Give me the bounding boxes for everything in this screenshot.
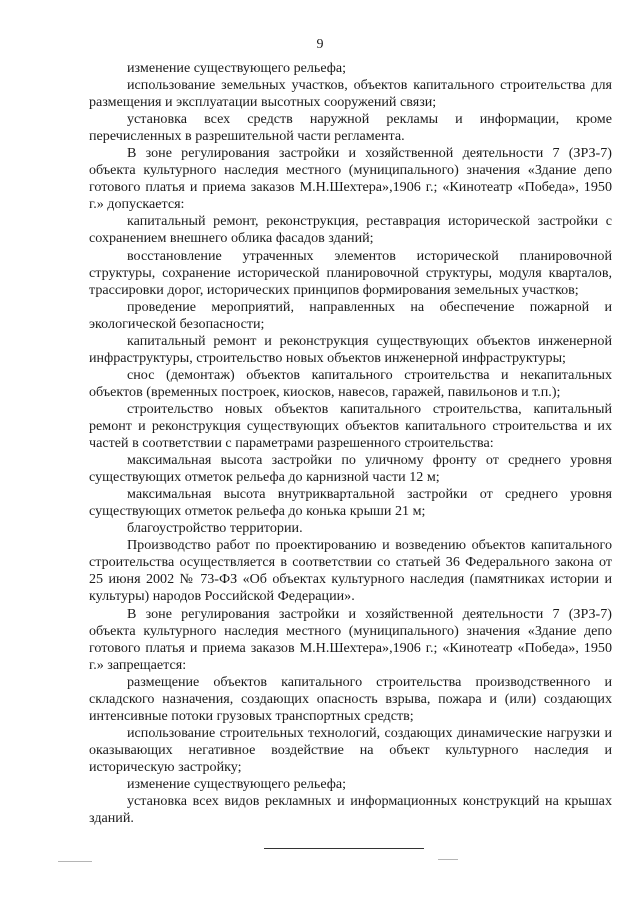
paragraph: изменение существующего рельефа; — [127, 775, 347, 792]
paragraph: размещение объектов капитального строительства производственного и складского назначения, создающих опасность взрыва, пожара и (или) создающих интенсивные потоки грузовых транспортных средств; — [89, 673, 612, 724]
paragraph: установка всех средств наружной рекламы и информации, кроме перечисленных в разрешительной части регламента. — [89, 111, 612, 145]
paragraph: максимальная высота застройки по уличному фронту от среднего уровня существующих отметок рельефа до карнизной части 12 м; — [89, 452, 612, 486]
paragraph: Производство работ по проектированию и возведению объектов капитального строительства осуществляется в соответствии со статьей 36 Федерального закона от 25 июня 2002 № 73-ФЗ «Об объектах культурного наследия (памятниках истории и культуры) народов Российской Федерации». — [89, 537, 612, 605]
paragraph: строительство новых объектов капитального строительства, капитальный ремонт и реконструкция существующих объектов капитального строительства и их частей в соответствии с параметрами разрешенного строительства: — [89, 400, 612, 452]
footer-rule — [264, 848, 424, 849]
paragraph: изменение существующего рельефа; — [127, 60, 347, 76]
page-number: 9 — [316, 37, 324, 52]
paragraph: капитальный ремонт, реконструкция, реставрация исторической застройки с сохранением внешнего облика фасадов зданий; — [89, 213, 612, 247]
paragraph: В зоне регулирования застройки и хозяйственной деятельности 7 (ЗРЗ-7) объекта культурного наследия местного (муниципального) значения «Здание депо готового платья и приема заказов М.Н.Шехтера»,1906 г.; «Кинотеатр «Победа», 1950 г.» допускается: — [89, 145, 612, 213]
paragraph: капитальный ремонт и реконструкция существующих объектов инженерной инфраструктуры, строительство новых объектов инженерной инфраструктуры; — [89, 332, 612, 366]
document-body — [89, 60, 612, 827]
paragraph: восстановление утраченных элементов исторической планировочной структуры, сохранение исторической планировочной структуры, модуля кварталов, трассировки дорог, исторических принципов формирования земельных участков; — [89, 247, 612, 298]
paragraph: проведение мероприятий, направленных на обеспечение пожарной и экологической безопасности; — [89, 298, 612, 332]
scan-artifact — [58, 861, 92, 862]
paragraph: снос (демонтаж) объектов капитального строительства и некапитальных объектов (временных построек, киосков, навесов, гаражей, павильонов и т.п.); — [89, 366, 612, 400]
paragraph: использование земельных участков, объектов капитального строительства для размещения и эксплуатации высотных сооружений связи; — [89, 77, 612, 111]
scan-artifact — [438, 859, 458, 860]
paragraph: максимальная высота внутриквартальной застройки от среднего уровня существующих отметок рельефа до конька крыши 21 м; — [89, 486, 612, 520]
paragraph: использование строительных технологий, создающих динамические нагрузки и оказывающих негативное воздействие на объект культурного наследия и историческую застройку; — [89, 724, 612, 775]
paragraph: В зоне регулирования застройки и хозяйственной деятельности 7 (ЗРЗ-7) объекта культурного наследия местного (муниципального) значения «Здание депо готового платья и приема заказов М.Н.Шехтера»,1906 г.; «Кинотеатр «Победа», 1950 г.» запрещается: — [89, 605, 612, 673]
paragraph: благоустройство территории. — [127, 520, 303, 537]
paragraph: установка всех видов рекламных и информационных конструкций на крышах зданий. — [89, 793, 612, 827]
